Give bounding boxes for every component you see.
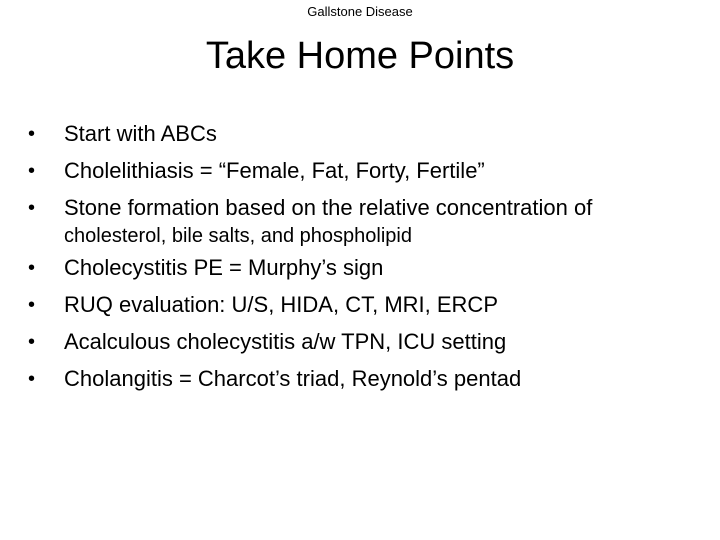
bullet-icon: • bbox=[28, 197, 36, 219]
bullet-text: Cholecystitis PE = Murphy’s sign bbox=[64, 255, 384, 280]
bullet-text: Start with ABCs bbox=[64, 121, 217, 146]
bullet-icon: • bbox=[28, 160, 36, 182]
bullet-text: RUQ evaluation: U/S, HIDA, CT, MRI, ERCP bbox=[64, 292, 498, 317]
bullet-icon: • bbox=[28, 123, 36, 145]
bullet-text: Cholangitis = Charcot’s triad, Reynold’s pentad bbox=[64, 366, 522, 391]
bullet-item bbox=[28, 327, 708, 357]
bullet-item bbox=[28, 253, 708, 283]
bullet-item bbox=[28, 364, 708, 394]
bullet-item bbox=[28, 156, 708, 186]
bullet-list bbox=[28, 119, 708, 401]
bullet-icon: • bbox=[28, 331, 36, 353]
bullet-text-continuation: cholesterol, bile salts, and phospholipid bbox=[64, 225, 412, 247]
bullet-text: Cholelithiasis = “Female, Fat, Forty, Fertile” bbox=[64, 158, 485, 183]
bullet-icon: • bbox=[28, 257, 36, 279]
slide-title: Take Home Points bbox=[205, 35, 515, 77]
bullet-text: Stone formation based on the relative concentration of bbox=[64, 195, 593, 220]
bullet-item bbox=[28, 119, 708, 149]
bullet-item bbox=[28, 290, 708, 320]
bullet-item bbox=[28, 193, 708, 249]
bullet-icon: • bbox=[28, 368, 36, 390]
bullet-icon: • bbox=[28, 294, 36, 316]
bullet-text: Acalculous cholecystitis a/w TPN, ICU setting bbox=[64, 329, 507, 354]
slide-header: Gallstone Disease bbox=[307, 4, 413, 19]
